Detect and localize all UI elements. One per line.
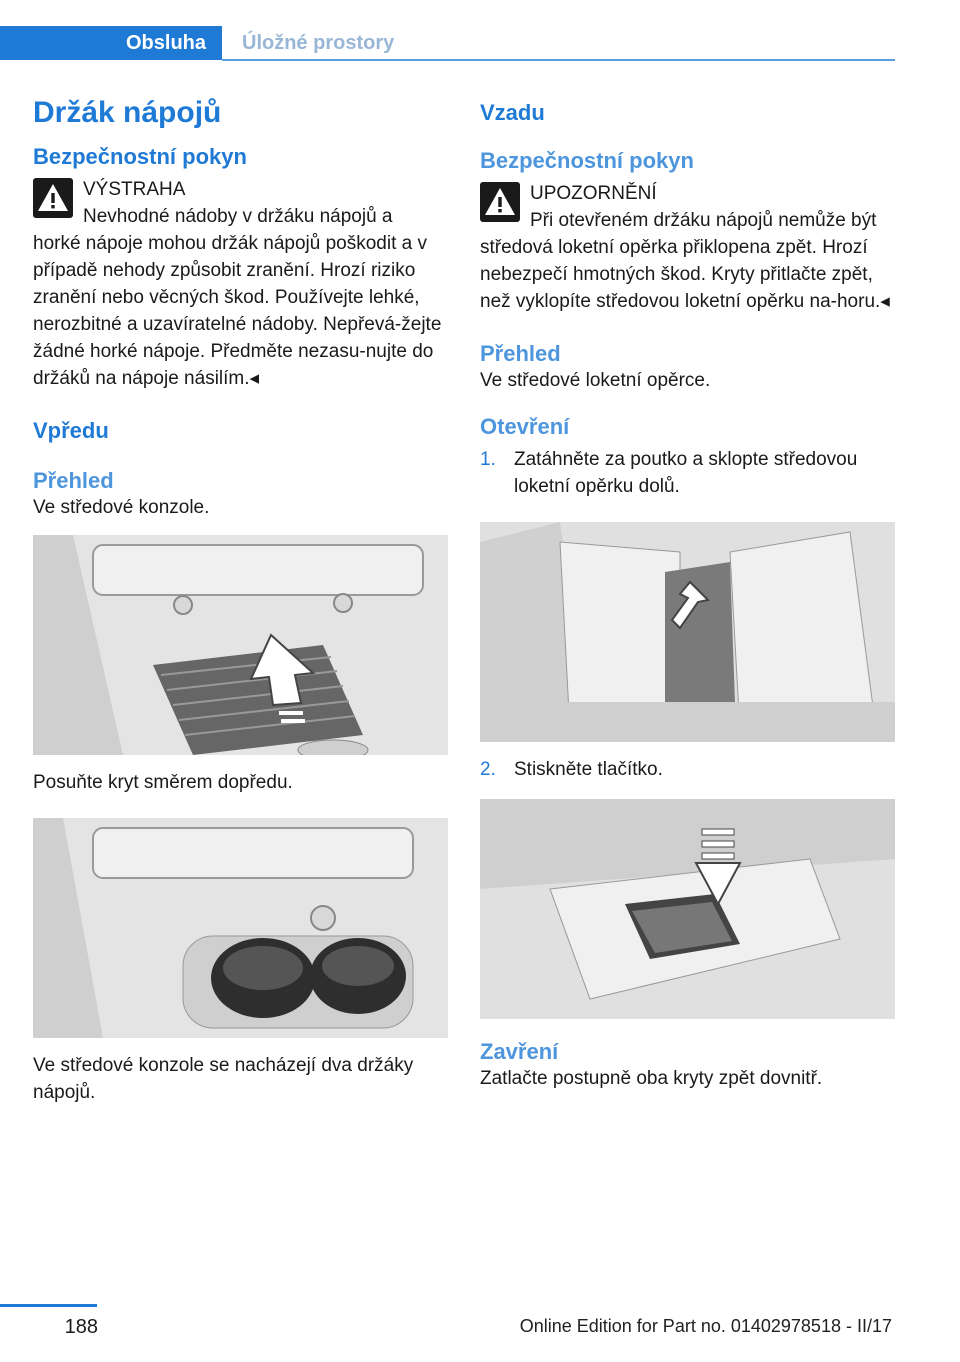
step-2 (480, 756, 895, 783)
left-column (33, 96, 448, 1106)
tab-underline (222, 59, 895, 61)
warning-text: horké nápoje mohou držák nápojů poškodit a v případě nehody způsobit zranění. Hrozí riziko zranění nebo věcných škod. Používejte lehké, nerozbitné a uzavíratelné nádoby. Nepřevá-žejte žádné horké nápoje. Předměte nezasu-nujte do držáků na nápoje násilím.◂ (33, 233, 442, 389)
rear-button-figure (480, 799, 895, 1019)
safety-heading: Bezpečnostní pokyn (33, 144, 247, 169)
figure1-caption: Posuňte kryt směrem dopředu. (33, 772, 293, 793)
overview-heading: Přehled (33, 468, 114, 493)
notice-label: UPOZORNĚNÍ (530, 183, 657, 204)
right-overview-heading: Přehled (480, 341, 561, 366)
rear-armrest-figure (480, 522, 895, 742)
step-2-number: 2. (480, 759, 496, 780)
notice-text: středová loketní opěrka přiklopena zpět. Hrozí nebezpečí hmotných škod. Kryty přitlačte zpět, než vyklopíte středovou loketní opěrku na-horu.◂ (480, 237, 890, 312)
step-1-number: 1. (480, 449, 496, 470)
step-2-text: Stiskněte tlačítko. (514, 759, 663, 780)
tab-ulozne-prostory[interactable]: Úložné prostory (242, 31, 395, 54)
right-column (480, 100, 895, 1092)
step-1-text: Zatáhněte za poutko a sklopte středovou loketní opěrku dolů. (514, 449, 858, 497)
notice-triangle-icon (480, 182, 520, 222)
open-steps (480, 446, 895, 500)
tab-obsluha[interactable]: Obsluha (0, 26, 222, 60)
front-heading: Vpředu (33, 418, 109, 443)
step-1 (480, 446, 895, 500)
right-safety-heading: Bezpečnostní pokyn (480, 148, 694, 173)
open-heading: Otevření (480, 414, 570, 439)
footer-rule (0, 1304, 97, 1307)
warning-label: VÝSTRAHA (83, 179, 186, 200)
front-console-cover-figure (33, 535, 448, 755)
notice-text-first: Při otevřeném držáku nápojů nemůže být (530, 210, 877, 231)
open-steps-continued (480, 756, 895, 783)
warning-text-first: Nevhodné nádoby v držáku nápojů a (83, 206, 393, 227)
close-text: Zatlačte postupně oba kryty zpět dovnitř. (480, 1068, 823, 1089)
rear-heading: Vzadu (480, 100, 545, 125)
page-title: Držák nápojů (33, 96, 222, 129)
edition-note: Online Edition for Part no. 01402978518 - II/17 (519, 1316, 892, 1336)
overview-text: Ve středové konzole. (33, 497, 210, 518)
right-overview-text: Ve středové loketní opěrce. (480, 370, 711, 391)
close-heading: Zavření (480, 1039, 559, 1064)
warning-block (33, 176, 448, 392)
front-cupholders-figure (33, 818, 448, 1038)
figure2-caption: Ve středové konzole se nacházejí dva držáky nápojů. (33, 1055, 414, 1103)
header-tabbar (0, 26, 895, 60)
page-number: 188 (64, 1316, 98, 1338)
notice-block (480, 180, 895, 315)
warning-triangle-icon (33, 178, 73, 218)
